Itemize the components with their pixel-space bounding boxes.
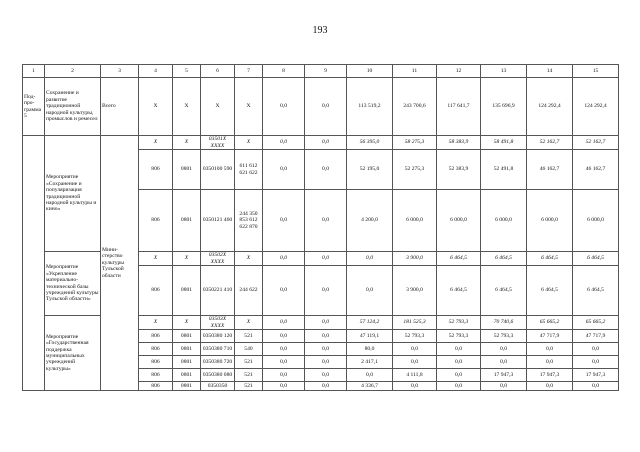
table-cell: X [173, 78, 201, 136]
table-cell: 17 947,3 [481, 369, 527, 382]
table-cell: 0801 [173, 369, 201, 382]
table-cell: 0,0 [263, 316, 305, 330]
table-cell: X [235, 316, 263, 330]
table-cell: 521 [235, 369, 263, 382]
table-cell: 6 464,5 [437, 252, 481, 266]
table-cell: 0,0 [527, 382, 573, 391]
table-cell: 521 [235, 356, 263, 369]
table-cell: 0,0 [305, 78, 347, 136]
table-cell: 52 162,7 [527, 136, 573, 150]
table-cell: 806 [139, 190, 173, 252]
table-cell: 0,0 [305, 316, 347, 330]
column-number: 11 [393, 65, 437, 78]
table-cell: 0,0 [527, 343, 573, 356]
table-cell: 52 383,9 [437, 150, 481, 190]
table-cell: 0,0 [263, 356, 305, 369]
table-cell: 6 000,0 [393, 190, 437, 252]
table-cell: 0,0 [573, 382, 619, 391]
table-cell: 0,0 [305, 356, 347, 369]
table-cell: 0801 [173, 343, 201, 356]
total-label: Всего [101, 78, 139, 136]
table-cell: 58 383,9 [437, 136, 481, 150]
table-cell: X [173, 316, 201, 330]
table-cell: 46 162,7 [527, 150, 573, 190]
table-cell: 47 119,1 [347, 330, 393, 343]
table-cell: 0,0 [263, 136, 305, 150]
column-number: 2 [45, 65, 101, 78]
table-cell: X [173, 252, 201, 266]
table-cell: 0801 [173, 190, 201, 252]
table-cell: 57 124,2 [347, 316, 393, 330]
table-cell: 80,0 [347, 343, 393, 356]
table-cell: 521 [235, 330, 263, 343]
table-cell: 0,0 [305, 343, 347, 356]
table-cell: 0801 [173, 150, 201, 190]
table-cell: 52 793,3 [393, 330, 437, 343]
table-cell: 0,0 [481, 356, 527, 369]
table-cell: 0350380 120 [201, 330, 235, 343]
table-cell: 65 665,2 [527, 316, 573, 330]
table-cell: 117 641,7 [437, 78, 481, 136]
table-cell: 3 900,0 [393, 252, 437, 266]
table-cell: 3 900,0 [393, 266, 437, 316]
table-cell: 0350221 410 [201, 266, 235, 316]
table-cell: 181 525,3 [393, 316, 437, 330]
table-cell: 03501X XXXX [201, 136, 235, 150]
table-cell: 70 740,6 [481, 316, 527, 330]
table-cell: 806 [139, 382, 173, 391]
table-cell: 47 717,9 [527, 330, 573, 343]
column-number: 10 [347, 65, 393, 78]
table-cell: 52 793,3 [437, 316, 481, 330]
table-cell: 4 336,7 [347, 382, 393, 391]
table-cell: 6 464,5 [481, 266, 527, 316]
table-cell: 52 793,3 [437, 330, 481, 343]
table-cell: 0,0 [393, 343, 437, 356]
table-cell: 52 491,8 [481, 150, 527, 190]
table-cell: 6 464,5 [527, 252, 573, 266]
table-cell: 0,0 [437, 382, 481, 391]
table-cell: 806 [139, 343, 173, 356]
table-cell: 0,0 [263, 343, 305, 356]
programme-title: Сохранение и развитие традиционной народной культуры, промыслов и ремесел [45, 78, 101, 136]
table-cell: 0801 [173, 330, 201, 343]
table-cell: 6 000,0 [481, 190, 527, 252]
table-cell: 0,0 [347, 252, 393, 266]
table-cell: 0,0 [305, 330, 347, 343]
table-cell: X [235, 252, 263, 266]
table-cell: 806 [139, 369, 173, 382]
column-number: 12 [437, 65, 481, 78]
column-number-row [23, 65, 619, 78]
table-cell: 47 717,9 [573, 330, 619, 343]
table-cell: 0,0 [263, 150, 305, 190]
table-cell: 52 793,3 [481, 330, 527, 343]
ministry-label: Мини-стерство культуры Тульской области [101, 136, 139, 391]
table-cell: 521 [235, 382, 263, 391]
column-number: 6 [201, 65, 235, 78]
empty-cell [23, 136, 45, 391]
measure-title: Мероприятие «Государственная поддержка муниципальных учреждений культуры» [45, 316, 101, 391]
table-cell: 6 000,0 [527, 190, 573, 252]
table-cell: 135 696,9 [481, 78, 527, 136]
table-cell: 0350380 080 [201, 369, 235, 382]
column-number: 14 [527, 65, 573, 78]
table-cell: 0,0 [305, 136, 347, 150]
table-cell: 03503X XXXX [201, 316, 235, 330]
table-cell: X [201, 78, 235, 136]
table-cell: 65 665,2 [573, 316, 619, 330]
table-cell: 124 292,4 [573, 78, 619, 136]
table-cell: 0,0 [263, 369, 305, 382]
table-cell: 0,0 [305, 266, 347, 316]
table-cell: 243 700,6 [393, 78, 437, 136]
programme-label: Под-про-грамма 5 [23, 78, 45, 136]
table-cell: 806 [139, 266, 173, 316]
column-number: 13 [481, 65, 527, 78]
table-cell: X [173, 136, 201, 150]
page-number: 193 [312, 25, 328, 36]
table-cell: 0,0 [437, 356, 481, 369]
table-cell: 0801 [173, 382, 201, 391]
table-row [23, 78, 619, 136]
table-cell: 0,0 [263, 330, 305, 343]
table-cell: 56 395,0 [347, 136, 393, 150]
table-cell: X [139, 316, 173, 330]
table-cell: 58 275,3 [393, 136, 437, 150]
table-cell: 0350380 720 [201, 356, 235, 369]
table-cell: 52 275,3 [393, 150, 437, 190]
table-cell: 0350350 [201, 382, 235, 391]
table-cell: 6 464,5 [481, 252, 527, 266]
table-cell: 244 350 853 612 622 870 [235, 190, 263, 252]
column-number: 7 [235, 65, 263, 78]
column-number: 9 [305, 65, 347, 78]
table-cell: 0,0 [437, 369, 481, 382]
table-cell: 0,0 [263, 78, 305, 136]
table-cell: 806 [139, 150, 173, 190]
table-cell: 58 491,8 [481, 136, 527, 150]
table-cell: 0,0 [305, 252, 347, 266]
table-cell: 2 417,1 [347, 356, 393, 369]
table-row [23, 136, 619, 150]
table-cell: 0,0 [263, 266, 305, 316]
table-cell: 6 464,5 [437, 266, 481, 316]
table-cell: 0,0 [305, 150, 347, 190]
table-cell: 4 200,0 [347, 190, 393, 252]
table-cell: X [235, 78, 263, 136]
column-number: 4 [139, 65, 173, 78]
table-cell: 0,0 [347, 266, 393, 316]
table-cell: 0801 [173, 266, 201, 316]
table-cell: 0350380 710 [201, 343, 235, 356]
table-cell: 52 195,0 [347, 150, 393, 190]
table-cell: 03502X XXXX [201, 252, 235, 266]
table-cell: 0,0 [573, 356, 619, 369]
column-number: 3 [101, 65, 139, 78]
table-cell: 0,0 [305, 382, 347, 391]
table-cell: X [235, 136, 263, 150]
table-cell: 0350121 460 [201, 190, 235, 252]
table-cell: X [139, 252, 173, 266]
table-cell: 0,0 [263, 190, 305, 252]
table-cell: X [139, 136, 173, 150]
table-cell: 17 947,3 [573, 369, 619, 382]
table-cell: 0,0 [347, 369, 393, 382]
table-cell: 540 [235, 343, 263, 356]
table-cell: 0,0 [481, 343, 527, 356]
budget-table [22, 64, 619, 391]
table-cell: 0801 [173, 356, 201, 369]
table-cell: 0,0 [305, 369, 347, 382]
table-cell: 52 162,7 [573, 136, 619, 150]
table-cell: 0,0 [393, 382, 437, 391]
column-number: 1 [23, 65, 45, 78]
table-cell: X [139, 78, 173, 136]
table-cell: 4 111,8 [393, 369, 437, 382]
table-cell: 0,0 [527, 356, 573, 369]
column-number: 15 [573, 65, 619, 78]
table-cell: 6 464,5 [573, 252, 619, 266]
table-cell: 806 [139, 356, 173, 369]
table-cell: 6 000,0 [573, 190, 619, 252]
table-cell: 0,0 [437, 343, 481, 356]
table-cell: 6 464,5 [573, 266, 619, 316]
table-cell: 0,0 [481, 382, 527, 391]
table-cell: 806 [139, 330, 173, 343]
table-cell: 6 000,0 [437, 190, 481, 252]
column-number: 8 [263, 65, 305, 78]
table-cell: 0,0 [263, 252, 305, 266]
table-cell: 0,0 [573, 343, 619, 356]
table-cell: 124 292,4 [527, 78, 573, 136]
table-cell: 0,0 [393, 356, 437, 369]
table-cell: 113 519,2 [347, 78, 393, 136]
column-number: 5 [173, 65, 201, 78]
table-cell: 17 947,3 [527, 369, 573, 382]
measure-title: Мероприятие «Сохранение и популяризация традиционной народной культуры и кино» [45, 136, 101, 252]
table-cell: 0,0 [263, 382, 305, 391]
measure-title: Мероприятие «Укрепление материально-технической базы учреждений культуры Тульской области» [45, 252, 101, 316]
table-cell: 0,0 [305, 190, 347, 252]
table-cell: 611 612 621 622 [235, 150, 263, 190]
table-cell: 46 162,7 [573, 150, 619, 190]
table-cell: 0350100 590 [201, 150, 235, 190]
table-cell: 6 464,5 [527, 266, 573, 316]
table-cell: 244 622 [235, 266, 263, 316]
